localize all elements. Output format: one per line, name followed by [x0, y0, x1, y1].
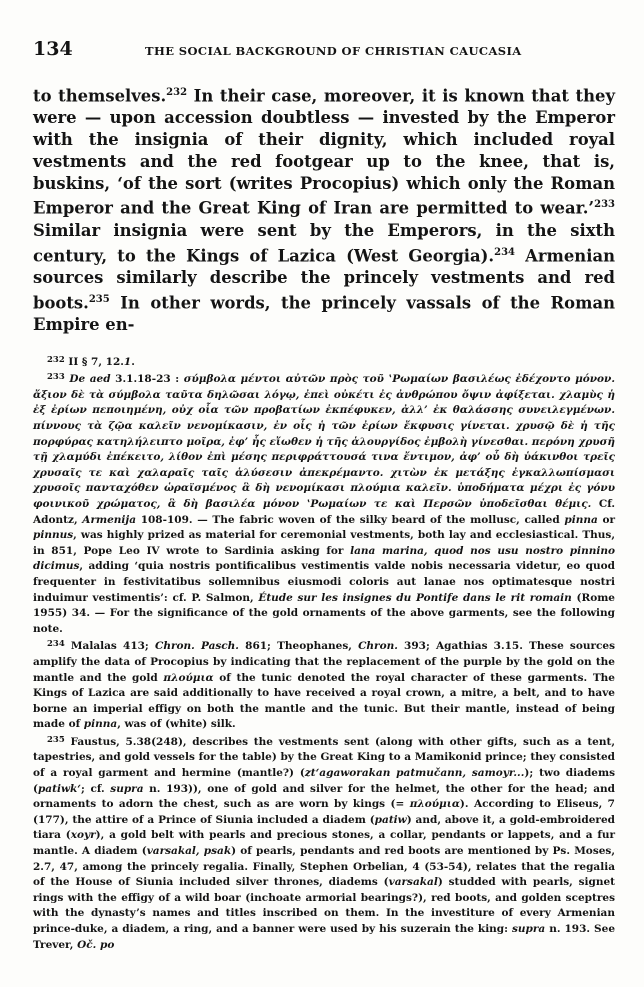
footnote-number: 233 — [47, 372, 65, 383]
footnote-235 — [33, 733, 615, 953]
body-text-run: Similar insignia were sent by the Emperors, in the sixth century, to the Kings of Lazica (West Georgia). — [33, 220, 615, 265]
footnote-italic-run: supra — [110, 782, 144, 795]
body-paragraph — [33, 82, 615, 336]
footnote-text-run: n. 193. See Trever, — [33, 923, 615, 951]
footnote-italic-run: Chron. — [358, 640, 398, 653]
footnote-italic-run: Chron. Pasch. — [154, 640, 239, 653]
footnote-italic-run: pinnus — [33, 529, 74, 542]
footnote-text-run: . — [131, 355, 135, 368]
footnote-text-run: Faustus, 5.38(248), describes the vestments sent (along with other gifts, such as a tent, tapestries, and gold vessels for the table) by the Great King to a Mamikonid prince; they consisted of a royal garment and hermine (mantle?) ( — [33, 735, 615, 780]
body-text-run: to themselves. — [33, 86, 167, 106]
footnote-italic-run: De aed — [69, 373, 111, 386]
footnote-italic-run: varsakal, psak — [146, 845, 232, 858]
footnote-ref: 235 — [88, 293, 110, 305]
footnote-text-run: ). According to Eliseus, 7 (177), the attire of a Prince of Siunia included a diadem ( — [33, 798, 615, 826]
footnote-text-run: ), a gold belt with pearls and precious stones, a collar, pendants or lappets, and a fur mantle. A diadem ( — [33, 829, 615, 858]
main-text — [33, 82, 615, 336]
footnote-text-run: 108-109. — The fabric woven of the silky beard of the mollusc, called — [136, 513, 565, 526]
footnote-text-run: or — [597, 513, 616, 526]
footnote-text-run: ) of pearls, pendants and red boots are mentioned by Ps. Moses, 2.7, 47, among the princely regalia. Finally, Stephen Orbelian, 4 (53-54), relates that the regalia of the House of Siunia included silver thrones, diadems ( — [33, 845, 615, 889]
footnote-text-run: , was highly prized as material for ceremonial vestments, both lay and ecclesiastical. Thus, in 851, Pope Leo IV wrote to Sardinia asking for — [33, 529, 615, 557]
body-text-run: Armenian sources similarly describe the princely vestments and red boots. — [33, 245, 615, 313]
page-number: 134 — [33, 38, 73, 60]
footnote-text-run: ) and, above it, a gold-embroidered tiara ( — [33, 813, 615, 842]
footnote-italic-run: pinna — [564, 513, 598, 526]
footnote-number: 234 — [47, 639, 65, 650]
footnote-text-run: 3.1.18-23 : — [110, 373, 184, 386]
footnote-text-run: ) studded with pearls, signet rings with the effigy of a wild boar (inchoate armorial bearings?), red boots, and golden sceptres with the dynasty’s names and titles inscribed on them. In the investiture of every Armenian prince-duke, a diadem, a ring, and a banner were used by his suzerain the king: — [33, 876, 616, 936]
footnote-text-run: 393; Agathias 3.15. These sources amplify the data of Procopius by indicating that the replacement of the purple by the gold on the mantle and the gold — [33, 640, 616, 684]
running-header — [33, 38, 615, 64]
footnote-text-run: of the tunic denoted the royal character of these garments. The Kings of Lazica are said additionally to have received a royal crown, a mitre, a belt, and to have borne an imperial effigy on both the mantle and the tunic. But their mantle, instead of being made of — [33, 671, 615, 731]
footnote-italic-run: σύμβολα μέντοι αὐτῶν πρὸς τοῦ ʽΡωμαίων βασιλέως ἐδέχοντο μόνον. ἄξιον δὲ τὰ σύμβολα ταῦτα δηλῶσαι λόγῳ, ἐπεὶ οὐκέτι ἐς ἀνθρώπου ὄψιν ἀφίξεται. χλαμὺς ἡ ἐξ ἐρίων πεποιημένη, οὐχ οἷα τῶν προβατίων ἐκπέφυκεν, ἀλλ’ ἐκ θαλάσσης συνειλεγμένων. πίννους τὰ ζῷα καλεῖν νενομίκασιν, ἐν οἷς ἡ τῶν ἐρίων ἔκφυσις γίνεται. χρυσῷ δὲ ἡ τῆς πορφύρας κατηλήλειπτο μοῖρα, ἐφ’ ἧς εἴωθεν ἡ τῆς ἁλουργίδος ἐμβολὴ γίνεσθαι. περόνη χρυσῆ τῇ χλαμύδι ἐπέκειτο, λίθον ἐπὶ μέσης περιφράττουσά τινα ἔντιμον, ἀφ’ οὗ δὴ ὑάκινθοι τρεῖς χρυσαῖς τε καὶ χαλαραῖς ταῖς ἁλύσεσιν ἀπεκρέμαντο. χιτὼν ἐκ μετάξης ἐγκαλλωπίσμασι χρυσοῖς πανταχόθεν ὡραϊσμένος ἃ δὴ νενομίκασι πλούμια καλεῖν. ὑποδήματα μέχρι ἐς γόνυ φοινικοῦ χρώματος, ἃ δὴ βασιλέα μόνον ʽΡωμαίων τε καὶ Περσῶν ὑποδεῖσθαι θέμις. — [33, 373, 615, 510]
footnote-ref: 233 — [594, 199, 615, 211]
footnote-text-run: , adding ‘quia nostris pontificalibus vestimentis valde nobis necessaria videtur, eo quod frequenter in festivitatibus sollemnibus eiusmodi coloris aut lanae nos optimatesque nostri induimur vestimentis’: cf. P. Salmon, — [33, 560, 615, 604]
footnote-text-run: Cf. Adontz, — [33, 497, 615, 526]
footnotes — [33, 353, 615, 954]
footnote-text-run: ); two diadems ( — [33, 767, 615, 795]
footnote-italic-run: pinna — [83, 718, 118, 731]
footnote-text-run: 861; Theophanes, — [238, 640, 359, 653]
body-text-run: In their case, moreover, it is known that they were — upon accession doubtless — invested by the Emperor with the insignia of their dignity, which included royal vestments and the red footgear up to the knee, that is, buskins, ‘of the sort (writes Procopius) which only the Roman Emperor and the Great King of Iran are permitted to wear.’ — [33, 86, 615, 218]
footnote-italic-run: zt‘agaworakan patmučann, samoyr... — [304, 767, 525, 780]
footnote-italic-run: 1 — [123, 355, 132, 368]
footnote-text-run: ; cf. — [80, 782, 111, 795]
footnote-italic-run: πλούμια — [409, 798, 460, 811]
footnote-232 — [33, 353, 615, 371]
body-text-run: In other words, the princely vassals of the Roman Empire en- — [33, 293, 615, 334]
footnote-italic-run: lana marina, quod nos usu nostro pinnino dicimus — [33, 544, 616, 573]
footnote-italic-run: πλούμια — [163, 671, 214, 684]
footnote-number: 232 — [47, 354, 65, 365]
footnote-ref: 232 — [166, 87, 188, 98]
footnote-italic-run: varsakal — [388, 876, 438, 889]
footnote-italic-run: patiwk‘ — [37, 782, 81, 795]
footnote-italic-run: patiw — [374, 813, 407, 826]
footnote-233 — [33, 370, 615, 637]
footnote-italic-run: Étude sur les insignes du Pontife dans le rit romain — [258, 591, 572, 604]
footnote-ref: 234 — [494, 246, 515, 258]
footnote-italic-run: xoyr — [70, 829, 96, 842]
footnote-text-run: n. 193)), one of gold and silver for the helmet, the other for the head; and ornaments to adorn the chest, such as are worn by kings (= — [33, 782, 615, 811]
footnote-text-run: Malalas 413; — [70, 640, 155, 653]
footnote-italic-run: Armenija — [82, 513, 136, 526]
running-head-title: THE SOCIAL BACKGROUND OF CHRISTIAN CAUCASIA — [145, 44, 522, 58]
footnote-text-run: , was of (white) silk. — [117, 718, 236, 731]
footnote-italic-run: supra — [512, 923, 546, 936]
footnote-234 — [33, 637, 615, 733]
footnote-italic-run: Oč. po — [77, 938, 115, 951]
footnote-number: 235 — [47, 734, 65, 745]
footnote-text-run: II § 7, 12. — [68, 355, 124, 368]
page — [33, 38, 615, 953]
footnote-text-run: (Rome 1955) 34. — For the significance of the gold ornaments of the above garments, see the following note. — [33, 591, 615, 635]
